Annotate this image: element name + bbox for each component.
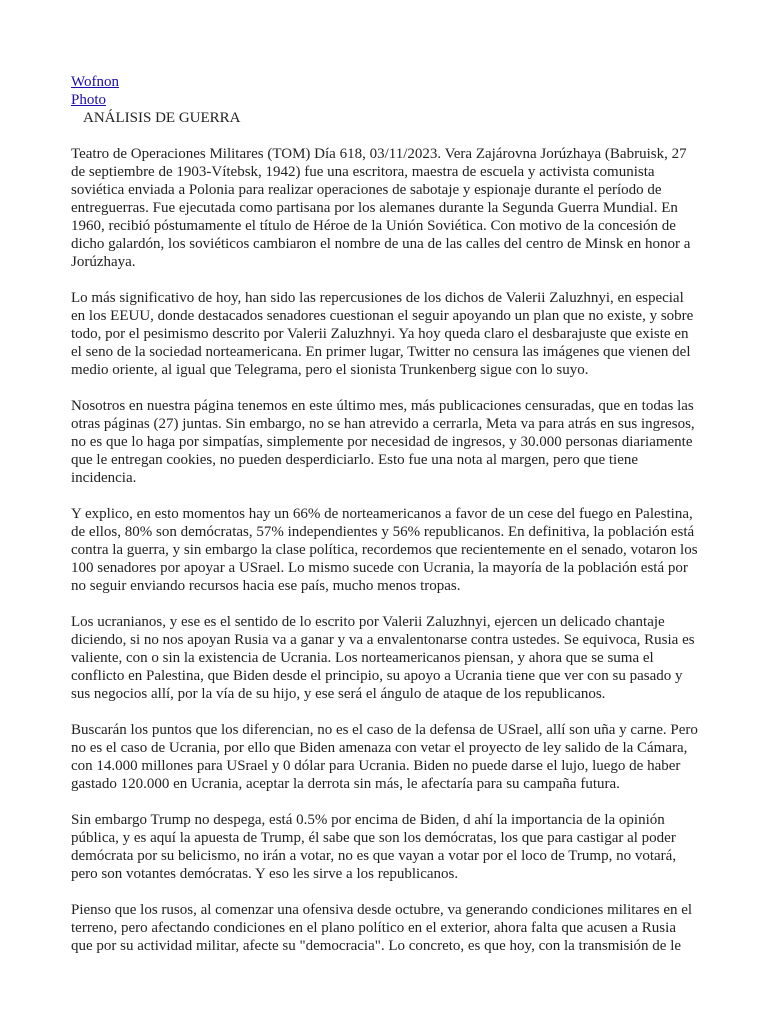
paragraph: Los ucranianos, y ese es el sentido de lo escrito por Valerii Zaluzhnyi, ejercen un delicado chantaje diciendo, si no nos apoyan Rusia va a ganar y va a envalentonarse contra ustedes. Se equivoca, Rusia es valiente, con o sin la existencia de Ucrania. Los norteamericanos piensan, y ahora que se suma el conflicto en Palestina, que Biden desde el principio, su apoyo a Ucrania tiene que ver con su pasado y sus negocios allí, por la vía de su hijo, y ese será el ángulo de ataque de los republicanos.	[71, 614, 695, 702]
paragraph: Y explico, en esto momentos hay un 66% de norteamericanos a favor de un cese del fuego en Palestina, de ellos, 80% son demócratas, 57% independientes y 56% republicanos. En definitiva, la población está contra la guerra, y sin embargo la clase política, recordemos que recientemente en el senado, votaron los 100 senadores por apoyar a USrael. Lo mismo sucede con Ucrania, la mayoría de la población está por no seguir enviando recursos hacia ese país, mucho menos tropas.	[71, 506, 698, 594]
photo-link[interactable]: Photo	[71, 92, 107, 108]
spacer	[71, 127, 699, 145]
paragraph: Pienso que los rusos, al comenzar una ofensiva desde octubre, va generando condiciones militares en el terreno, pero afectando condiciones en el plano político en el exterior, ahora falta que acusen a Rusia que por su actividad militar, afecte su "democracia". Lo concreto, es que hoy, con la transmisión de le	[71, 902, 693, 954]
paragraph: Nosotros en nuestra página tenemos en este último mes, más publicaciones censuradas, que en todas las otras páginas (27) juntas. Sin embargo, no se han atrevido a cerrarla, Meta va para atrás en sus ingresos, no es que lo haga por simpatías, simplemente por necesidad de ingresos, y 30.000 personas diariamente que le entregan cookies, no pueden desperdiciarlo. Esto fue una nota al margen, pero que tiene incidencia.	[71, 398, 695, 486]
header-links	[71, 73, 699, 109]
paragraph: Lo más significativo de hoy, han sido las repercusiones de los dichos de Valerii Zaluzhnyi, en especial en los EEUU, donde destacados senadores cuestionan el seguir apoyando un plan que no existe, y sobre todo, por el pesimismo descrito por Valerii Zaluzhnyi. Ya hoy queda claro el desbarajuste que existe en el seno de la sociedad norteamericana. En primer lugar, Twitter no censura las imágenes que vienen del medio oriente, al igual que Telegrama, pero el sionista Trunkenberg sigue con lo suyo.	[71, 290, 694, 378]
paragraph: Sin embargo Trump no despega, está 0.5% por encima de Biden, d ahí la importancia de la opinión pública, y es aquí la apuesta de Trump, él sabe que son los demócratas, los que para castigar al poder demócrata por su belicismo, no irán a votar, no es que vayan a votar por el loco de Trump, no votará, pero son votantes demócratas. Y eso les sirve a los republicanos.	[71, 812, 677, 882]
paragraph: Teatro de Operaciones Militares (TOM) Día 618, 03/11/2023. Vera Zajárovna Jorúzhaya (Babruisk, 27 de septiembre de 1903-Vítebsk, 1942) fue una escritora, maestra de escuela y activista comunista soviética enviada a Polonia para realizar operaciones de sabotaje y espionaje durante el período de entreguerras. Fue ejecutada como partisana por los alemanes durante la Segunda Guerra Mundial. En 1960, recibió póstumamente el título de Héroe de la Unión Soviética. Con motivo de la concesión de dicho galardón, los soviéticos cambiaron el nombre de una de las calles del centro de Minsk en honor a Jorúzhaya.	[71, 146, 691, 270]
article-title: ANÁLISIS DE GUERRA	[83, 110, 241, 126]
paragraph: Buscarán los puntos que los diferencian, no es el caso de la defensa de USrael, allí son uña y carne. Pero no es el caso de Ucrania, por ello que Biden amenaza con vetar el proyecto de ley salido de la Cámara, con 14.000 millones para USrael y 0 dólar para Ucrania. Biden no puede darse el lujo, luego de haber gastado 120.000 en Ucrania, aceptar la derrota sin más, le afectaría para su campaña futura.	[71, 722, 698, 792]
article-body	[71, 73, 699, 973]
author-link[interactable]: Wofnon	[71, 74, 119, 90]
